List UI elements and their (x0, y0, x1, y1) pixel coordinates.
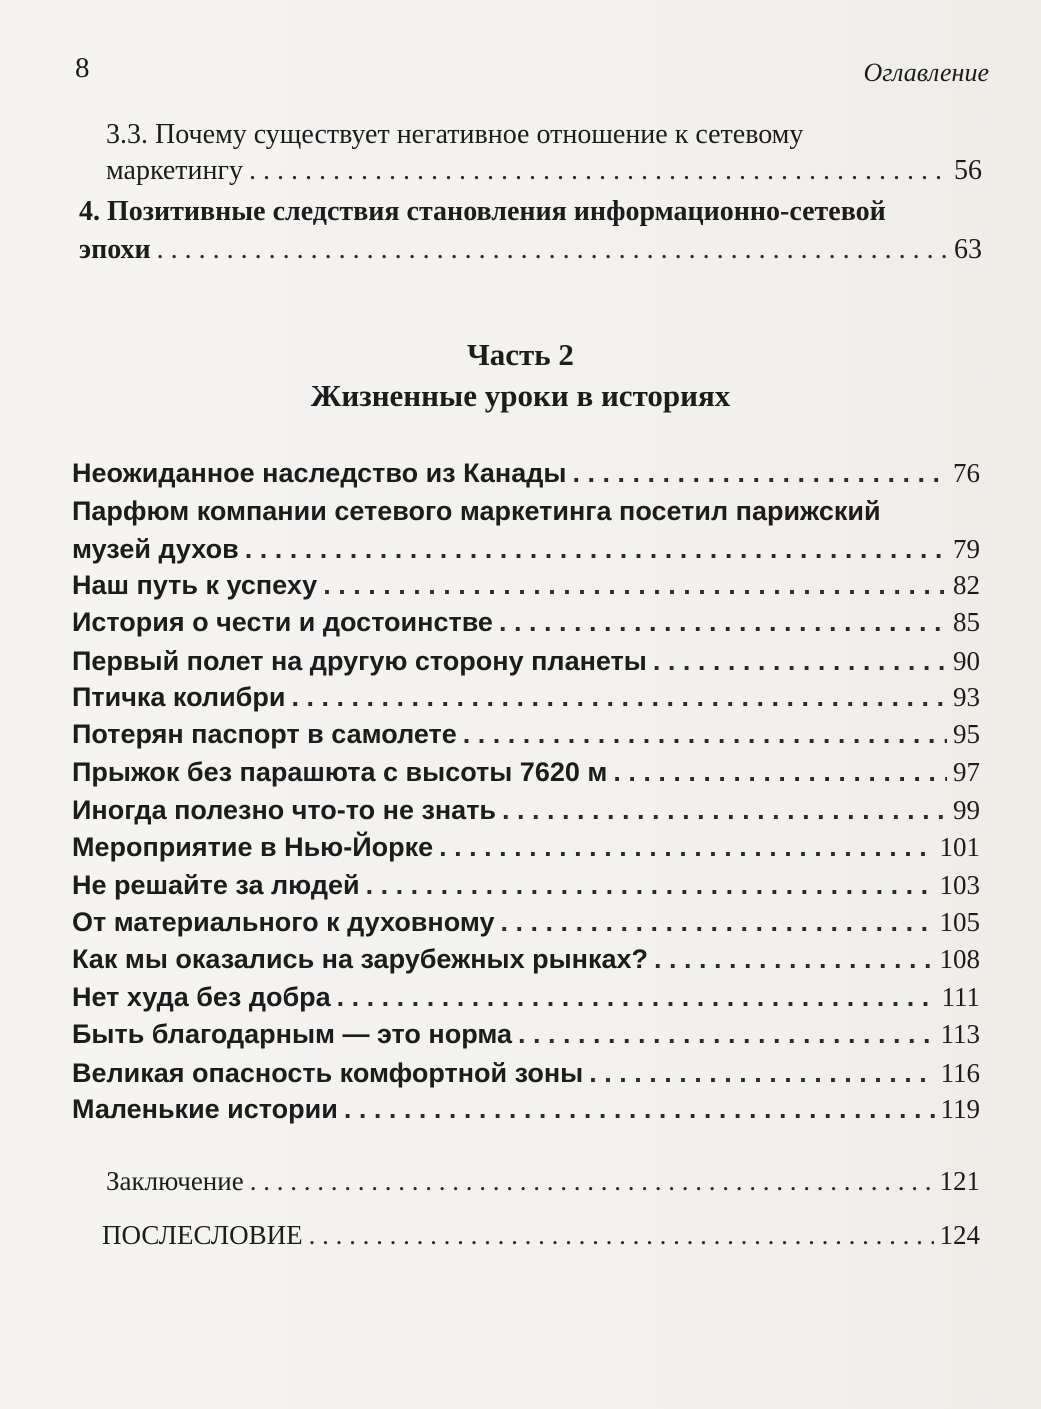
dot-leader (439, 832, 933, 863)
toc-story (72, 570, 980, 601)
dot-leader (653, 646, 947, 677)
toc-story (72, 458, 980, 489)
toc-story (72, 607, 980, 638)
dot-leader (250, 1166, 934, 1197)
toc-page-number: 103 (939, 870, 980, 900)
toc-entry-line1: 4. Позитивные следствия становления информационно-сетевой (79, 196, 886, 227)
dot-leader (291, 682, 947, 713)
toc-story (72, 944, 980, 975)
toc-story (72, 795, 980, 826)
toc-story (72, 982, 980, 1013)
toc-entry-line1: 3.3. Почему существует негативное отношение к сетевому (106, 119, 804, 150)
dot-leader (499, 607, 947, 638)
toc-entry-leader (106, 153, 982, 189)
toc-afterword (102, 1220, 980, 1251)
toc-conclusion (106, 1166, 980, 1197)
dot-leader (654, 944, 934, 975)
dot-leader (309, 1220, 934, 1251)
toc-page-number: 82 (953, 570, 980, 600)
toc-story-title: Не решайте за людей (72, 870, 360, 900)
part-title: Жизненные уроки в историях (310, 378, 731, 413)
toc-story (72, 1058, 980, 1089)
toc-page-number: 56 (954, 155, 982, 186)
toc-story (72, 870, 980, 901)
toc-page-number: 97 (953, 757, 980, 787)
toc-page-number: 79 (953, 534, 980, 564)
dot-leader (613, 757, 947, 788)
toc-story-title: Первый полет на другую сторону планеты (72, 646, 647, 676)
toc-entry-leader (79, 232, 982, 268)
toc-story-title: Неожиданное наследство из Канады (72, 458, 567, 488)
toc-entry-line2: эпохи (79, 234, 151, 265)
toc-story (72, 719, 980, 750)
dot-leader (157, 232, 948, 268)
dot-leader (572, 458, 947, 489)
toc-conclusion-title: Заключение (106, 1166, 244, 1196)
running-title: Оглавление (863, 58, 989, 87)
toc-page-number: 95 (953, 719, 980, 749)
toc-story (72, 832, 980, 863)
toc-story-title: Иногда полезно что-то не знать (72, 795, 497, 825)
toc-page-number: 76 (953, 458, 980, 488)
dot-leader (344, 1094, 935, 1125)
toc-story-title: Быть благодарным — это норма (72, 1019, 512, 1049)
toc-story-title: Нет худа без добра (72, 982, 331, 1012)
toc-story-title: Прыжок без парашюта с высоты 7620 м (72, 757, 608, 787)
dot-leader (245, 534, 947, 565)
dot-leader (502, 795, 947, 826)
toc-page-number: 121 (939, 1166, 980, 1196)
dot-leader (366, 870, 934, 901)
toc-story (72, 1019, 980, 1050)
toc-story-title: Мероприятие в Нью-Йорке (72, 832, 434, 862)
toc-story (72, 534, 980, 565)
toc-page-number: 113 (940, 1019, 980, 1049)
toc-page-number: 93 (953, 682, 980, 712)
toc-page-number: 63 (954, 234, 982, 265)
dot-leader (337, 982, 936, 1013)
toc-story-title-line1: Парфюм компании сетевого маркетинга посетил парижский (72, 496, 881, 526)
toc-page-number: 85 (953, 607, 980, 637)
toc-story-title: Великая опасность комфортной зоны (72, 1058, 584, 1088)
toc-story-title: Наш путь к успеху (72, 570, 318, 600)
dot-leader (500, 907, 933, 938)
toc-story-title: Как мы оказались на зарубежных рынках? (72, 944, 648, 974)
toc-story-title: От материального к духовному (72, 907, 495, 937)
toc-story (72, 646, 980, 677)
part-number: Часть 2 (467, 337, 574, 372)
dot-leader (323, 570, 947, 601)
toc-story-title: Маленькие истории (72, 1094, 338, 1124)
toc-story (72, 757, 980, 788)
dot-leader (589, 1058, 934, 1089)
toc-story-title: История о чести и достоинстве (72, 607, 493, 637)
dot-leader (463, 719, 947, 750)
toc-page-number: 119 (940, 1094, 980, 1124)
toc-story (72, 1094, 980, 1125)
toc-story (72, 907, 980, 938)
dot-leader (518, 1019, 935, 1050)
dot-leader (249, 153, 948, 189)
page-number: 8 (75, 52, 90, 84)
toc-entry-line2: маркетингу (106, 155, 243, 186)
toc-afterword-title: ПОСЛЕСЛОВИЕ (102, 1220, 303, 1250)
toc-story-title: Птичка колибри (72, 682, 286, 712)
toc-page-number: 108 (939, 944, 980, 974)
toc-page-number: 124 (939, 1220, 980, 1250)
toc-page-number: 105 (939, 907, 980, 937)
toc-page-number: 99 (953, 795, 980, 825)
toc-page-number: 90 (953, 646, 980, 676)
toc-story-title-line2: музей духов (72, 534, 239, 564)
toc-page-number: 101 (939, 832, 980, 862)
toc-story-title: Потерян паспорт в самолете (72, 719, 457, 749)
toc-story (72, 682, 980, 713)
toc-page-number: 116 (940, 1058, 980, 1088)
toc-page-number: 111 (941, 982, 980, 1012)
